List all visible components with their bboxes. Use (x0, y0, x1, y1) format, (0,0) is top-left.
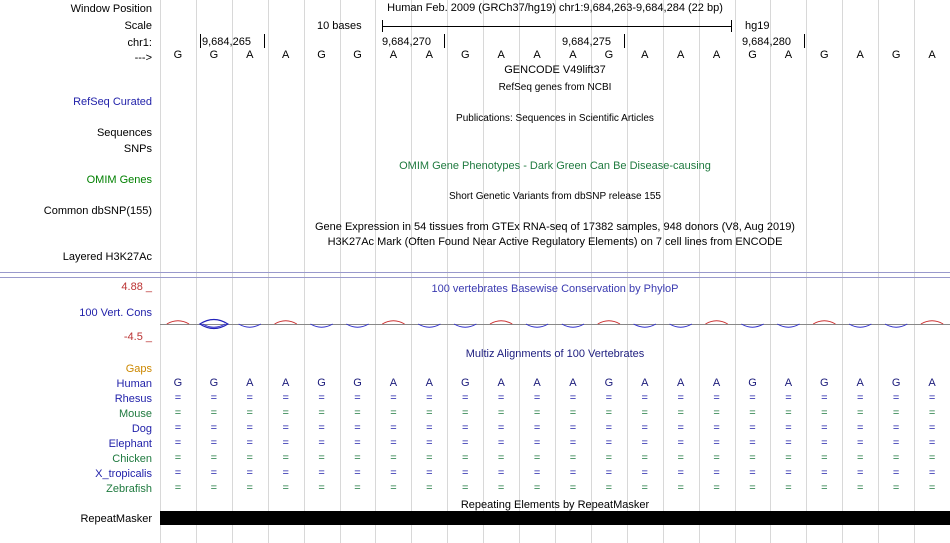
multiz-row (160, 452, 950, 466)
sequence-base: A (928, 377, 936, 389)
alignment-match: = (569, 437, 577, 449)
alignment-match: = (677, 482, 684, 494)
coord-label-2: 9,684,275 (562, 36, 611, 48)
alignment-match: = (713, 437, 720, 449)
label-100-vert-cons[interactable]: 100 Vert. Cons (79, 307, 152, 319)
alignment-match: = (246, 452, 253, 464)
alignment-match: = (677, 422, 684, 434)
label-refseq-curated[interactable]: RefSeq Curated (73, 96, 152, 108)
label-strand: ---> (134, 52, 152, 64)
sequence-base: G (820, 49, 829, 61)
label-omim-genes[interactable]: OMIM Genes (86, 174, 152, 186)
alignment-match: = (426, 407, 433, 419)
label-sequences[interactable]: Sequences (96, 127, 152, 139)
alignment-match: = (174, 407, 182, 419)
alignment-match: = (462, 422, 469, 434)
alignment-match: = (892, 392, 900, 404)
alignment-match: = (210, 482, 218, 494)
sequence-base: A (856, 377, 864, 389)
multiz-human-row (160, 377, 950, 391)
sequence-base: A (784, 377, 793, 389)
alignment-match: = (354, 437, 361, 449)
alignment-match: = (928, 467, 936, 479)
sequence-base: G (748, 49, 757, 61)
sequence-base: A (497, 377, 505, 389)
label-gaps[interactable]: Gaps (125, 363, 152, 375)
label-window-position: Window Position (70, 3, 152, 15)
alignment-match: = (892, 452, 900, 464)
alignment-match: = (390, 452, 397, 464)
alignment-match: = (318, 452, 325, 464)
alignment-match: = (641, 422, 648, 434)
scale-bar-tick-left (382, 20, 383, 32)
assembly-title: Human Feb. 2009 (GRCh37/hg19) chr1:9,684,263-9,684,284 (22 bp) (387, 2, 723, 14)
sequence-base: G (460, 377, 470, 389)
alignment-match: = (174, 482, 182, 494)
alignment-match: = (785, 392, 792, 404)
alignment-match: = (246, 407, 253, 419)
sequence-base: A (928, 49, 936, 61)
alignment-match: = (857, 407, 864, 419)
cons-min-label: -4.5 _ (123, 331, 152, 343)
multiz-row (160, 467, 950, 481)
alignment-match: = (533, 482, 541, 494)
alignment-match: = (497, 437, 505, 449)
label-species-mouse[interactable]: Mouse (118, 408, 152, 420)
alignment-match: = (533, 392, 541, 404)
alignment-match: = (928, 407, 936, 419)
alignment-match: = (246, 482, 253, 494)
dbsnp-title: Short Genetic Variants from dbSNP release 155 (449, 191, 661, 202)
alignment-match: = (821, 407, 828, 419)
alignment-match: = (282, 467, 289, 479)
alignment-match: = (497, 467, 505, 479)
alignment-match: = (282, 437, 289, 449)
sequence-base: A (569, 49, 577, 61)
alignment-match: = (533, 452, 541, 464)
alignment-match: = (641, 482, 648, 494)
coord-tick-4 (804, 34, 805, 48)
alignment-match: = (677, 437, 684, 449)
alignment-match: = (426, 392, 433, 404)
phylop-title: 100 vertebrates Basewise Conservation by PhyloP (431, 283, 679, 295)
alignment-match: = (785, 452, 792, 464)
alignment-match: = (246, 467, 253, 479)
alignment-match: = (318, 482, 325, 494)
alignment-match: = (174, 392, 182, 404)
sequence-base: G (604, 49, 614, 61)
sequence-base: A (282, 49, 290, 61)
sequence-base: G (209, 377, 219, 389)
alignment-match: = (749, 407, 756, 419)
label-species-elephant[interactable]: Elephant (108, 438, 152, 450)
coord-tick-3 (624, 34, 625, 48)
alignment-match: = (892, 482, 900, 494)
alignment-match: = (282, 422, 289, 434)
assembly-short: hg19 (745, 20, 770, 32)
alignment-match: = (821, 437, 828, 449)
alignment-match: = (857, 422, 864, 434)
sequence-base: G (604, 377, 614, 389)
sequence-row (160, 49, 950, 63)
alignment-match: = (354, 482, 361, 494)
alignment-match: = (713, 482, 720, 494)
sequence-base: A (389, 377, 398, 389)
label-species-zebrafish[interactable]: Zebrafish (106, 483, 152, 495)
alignment-match: = (641, 437, 648, 449)
alignment-match: = (749, 392, 756, 404)
alignment-match: = (390, 407, 397, 419)
alignment-match: = (426, 467, 433, 479)
alignment-match: = (821, 422, 828, 434)
alignment-match: = (569, 392, 577, 404)
alignment-match: = (857, 392, 864, 404)
alignment-match: = (605, 467, 613, 479)
sequence-base: G (173, 377, 183, 389)
sequence-base: G (460, 49, 470, 61)
sequence-base: G (317, 49, 326, 61)
alignment-match: = (462, 407, 469, 419)
alignment-match: = (605, 452, 613, 464)
sequence-base: A (677, 49, 685, 61)
alignment-match: = (713, 452, 720, 464)
label-scale: Scale (124, 20, 152, 32)
sequence-base: A (533, 49, 541, 61)
publications-title: Publications: Sequences in Scientific Articles (456, 113, 654, 124)
alignment-match: = (533, 407, 541, 419)
alignment-match: = (462, 437, 469, 449)
alignment-match: = (210, 467, 218, 479)
sequence-base: G (820, 377, 829, 389)
alignment-match: = (821, 482, 828, 494)
alignment-match: = (605, 422, 613, 434)
label-species-xtropicalis[interactable]: X_tropicalis (95, 468, 152, 480)
alignment-match: = (641, 392, 648, 404)
scale-text: 10 bases (317, 20, 362, 32)
multiz-row (160, 407, 950, 421)
sequence-base: A (569, 377, 577, 389)
label-layered-h3k27ac[interactable]: Layered H3K27Ac (62, 251, 152, 263)
alignment-match: = (174, 437, 182, 449)
alignment-match: = (605, 392, 613, 404)
alignment-match: = (174, 422, 182, 434)
sequence-base: A (282, 377, 290, 389)
alignment-match: = (569, 422, 577, 434)
sequence-base: G (891, 49, 901, 61)
alignment-match: = (928, 422, 936, 434)
alignment-match: = (282, 482, 289, 494)
alignment-match: = (354, 392, 361, 404)
alignment-match: = (497, 452, 505, 464)
conservation-plot (160, 310, 950, 340)
multiz-row (160, 392, 950, 406)
alignment-match: = (497, 407, 505, 419)
alignment-match: = (928, 437, 936, 449)
alignment-match: = (928, 452, 936, 464)
alignment-match: = (390, 467, 397, 479)
alignment-match: = (569, 452, 577, 464)
refseq-subtitle: RefSeq genes from NCBI (498, 82, 612, 93)
sequence-base: G (353, 49, 362, 61)
alignment-match: = (318, 437, 325, 449)
multiz-row (160, 482, 950, 496)
alignment-match: = (390, 422, 397, 434)
alignment-match: = (426, 452, 433, 464)
sequence-base: G (748, 377, 757, 389)
alignment-match: = (892, 437, 900, 449)
alignment-match: = (497, 482, 505, 494)
sequence-base: A (497, 49, 505, 61)
coord-label-1: 9,684,270 (382, 36, 431, 48)
sequence-base: A (533, 377, 541, 389)
alignment-match: = (462, 452, 469, 464)
alignment-match: = (462, 467, 469, 479)
alignment-match: = (713, 392, 720, 404)
label-species-chicken[interactable]: Chicken (112, 453, 152, 465)
multiz-row (160, 437, 950, 451)
alignment-match: = (497, 392, 505, 404)
alignment-match: = (892, 467, 900, 479)
sequence-base: A (246, 377, 254, 389)
alignment-match: = (533, 467, 541, 479)
alignment-match: = (857, 437, 864, 449)
alignment-match: = (677, 407, 684, 419)
sequence-base: G (317, 377, 326, 389)
sequence-base: G (353, 377, 362, 389)
alignment-match: = (390, 482, 397, 494)
alignment-match: = (426, 422, 433, 434)
multiz-title: Multiz Alignments of 100 Vertebrates (465, 348, 645, 360)
alignment-match: = (174, 467, 182, 479)
sequence-base: A (246, 49, 254, 61)
label-snps[interactable]: SNPs (123, 143, 152, 155)
alignment-match: = (857, 467, 864, 479)
sequence-base: G (891, 377, 901, 389)
alignment-match: = (246, 422, 253, 434)
sequence-base: A (856, 49, 864, 61)
alignment-match: = (677, 467, 684, 479)
repeatmasker-bar[interactable] (160, 511, 950, 525)
alignment-match: = (569, 482, 577, 494)
alignment-match: = (785, 482, 792, 494)
sequence-base: A (389, 49, 398, 61)
alignment-match: = (318, 392, 325, 404)
alignment-match: = (785, 437, 792, 449)
alignment-match: = (785, 467, 792, 479)
alignment-match: = (892, 407, 900, 419)
alignment-match: = (462, 482, 469, 494)
sequence-base: A (712, 49, 721, 61)
alignment-match: = (605, 437, 613, 449)
alignment-match: = (857, 452, 864, 464)
alignment-match: = (821, 392, 828, 404)
separator-bottom (0, 277, 950, 278)
alignment-match: = (569, 407, 577, 419)
coord-label-0: 9,684,265 (202, 36, 251, 48)
coord-tick-0 (200, 34, 201, 48)
alignment-match: = (857, 482, 864, 494)
alignment-match: = (282, 407, 289, 419)
alignment-match: = (749, 437, 756, 449)
alignment-match: = (282, 452, 289, 464)
scale-bar-tick-right (731, 20, 732, 32)
alignment-match: = (246, 392, 253, 404)
alignment-match: = (641, 407, 648, 419)
alignment-match: = (605, 482, 613, 494)
cons-max-label: 4.88 _ (121, 281, 152, 293)
gencode-title: GENCODE V49lift37 (504, 64, 606, 76)
alignment-match: = (677, 392, 684, 404)
alignment-match: = (533, 422, 541, 434)
alignment-match: = (497, 422, 505, 434)
alignment-match: = (928, 482, 936, 494)
label-chrom: chr1: (127, 37, 152, 49)
alignment-match: = (749, 467, 756, 479)
separator-top (0, 272, 950, 273)
alignment-match: = (785, 407, 792, 419)
sequence-base: A (425, 49, 433, 61)
alignment-match: = (749, 452, 756, 464)
alignment-match: = (246, 437, 253, 449)
alignment-match: = (677, 452, 684, 464)
alignment-match: = (354, 422, 361, 434)
alignment-match: = (318, 407, 325, 419)
label-species-human[interactable]: Human (116, 378, 152, 390)
omim-title: OMIM Gene Phenotypes - Dark Green Can Be Disease-causing (399, 160, 711, 172)
alignment-match: = (282, 392, 289, 404)
sequence-base: G (173, 49, 183, 61)
alignment-match: = (569, 467, 577, 479)
alignment-match: = (354, 407, 361, 419)
alignment-match: = (641, 467, 648, 479)
h3k27ac-title: H3K27Ac Mark (Often Found Near Active Regulatory Elements) on 7 cell lines from ENCODE (327, 236, 783, 248)
alignment-match: = (426, 437, 433, 449)
alignment-match: = (928, 392, 936, 404)
repeatmasker-title: Repeating Elements by RepeatMasker (460, 499, 650, 511)
gtex-title: Gene Expression in 54 tissues from GTEx RNA-seq of 17382 samples, 948 donors (V8, Aug 2019) (315, 221, 795, 233)
coord-label-3: 9,684,280 (742, 36, 791, 48)
scale-bar-line (382, 26, 732, 27)
alignment-match: = (354, 467, 361, 479)
alignment-match: = (210, 407, 218, 419)
sequence-base: G (209, 49, 219, 61)
multiz-row (160, 422, 950, 436)
label-species-dog[interactable]: Dog (131, 423, 152, 435)
alignment-match: = (713, 467, 720, 479)
sequence-base: A (641, 377, 649, 389)
alignment-match: = (641, 452, 648, 464)
coord-tick-2 (444, 34, 445, 48)
label-repeatmasker[interactable]: RepeatMasker (80, 513, 152, 525)
alignment-match: = (318, 467, 325, 479)
alignment-match: = (210, 437, 218, 449)
alignment-match: = (390, 392, 397, 404)
sequence-base: A (677, 377, 685, 389)
alignment-match: = (821, 452, 828, 464)
label-common-dbsnp[interactable]: Common dbSNP(155) (43, 205, 152, 217)
sequence-base: A (712, 377, 721, 389)
alignment-match: = (533, 437, 541, 449)
alignment-match: = (390, 437, 397, 449)
alignment-match: = (749, 482, 756, 494)
label-species-rhesus[interactable]: Rhesus (114, 393, 152, 405)
sequence-base: A (784, 49, 793, 61)
alignment-match: = (174, 452, 182, 464)
alignment-match: = (713, 422, 720, 434)
alignment-match: = (462, 392, 469, 404)
sequence-base: A (641, 49, 649, 61)
alignment-match: = (210, 452, 218, 464)
alignment-match: = (892, 422, 900, 434)
alignment-match: = (426, 482, 433, 494)
alignment-match: = (210, 392, 218, 404)
alignment-match: = (749, 422, 756, 434)
alignment-match: = (210, 422, 218, 434)
alignment-match: = (713, 407, 720, 419)
alignment-match: = (821, 467, 828, 479)
sequence-base: A (425, 377, 433, 389)
alignment-match: = (785, 422, 792, 434)
alignment-match: = (354, 452, 361, 464)
coord-tick-1 (264, 34, 265, 48)
alignment-match: = (318, 422, 325, 434)
alignment-match: = (605, 407, 613, 419)
